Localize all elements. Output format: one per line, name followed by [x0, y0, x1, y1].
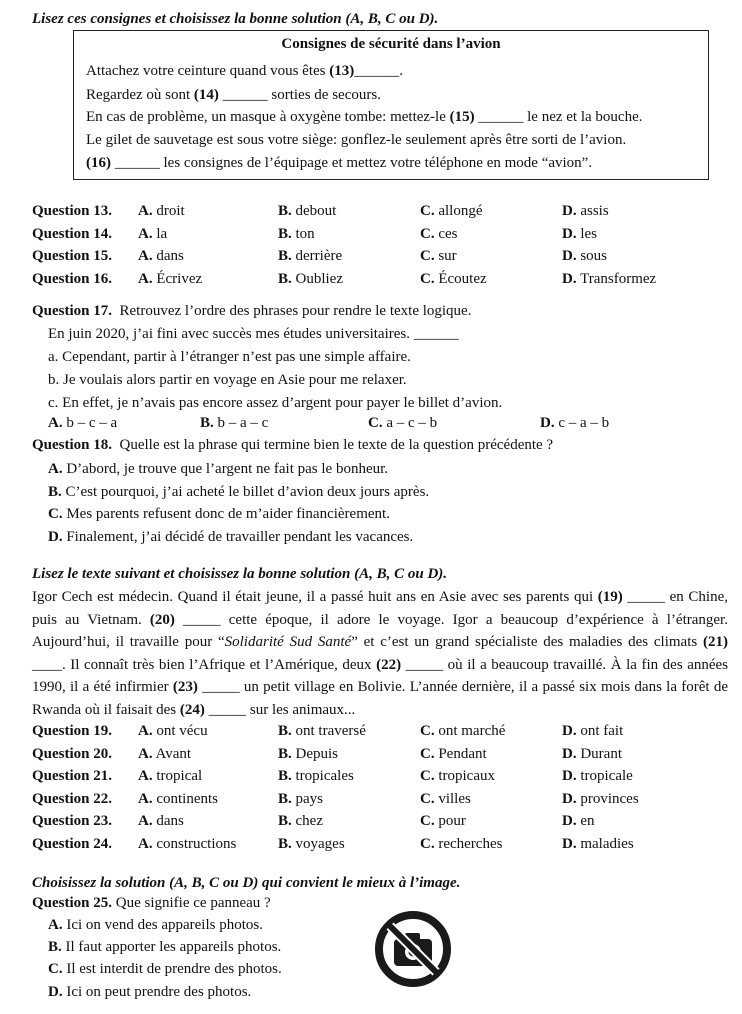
option-letter: B. — [48, 939, 62, 955]
question-label: Question 22. — [32, 790, 113, 807]
option-text: ont marché — [438, 723, 506, 739]
option-letter: B. — [278, 835, 292, 852]
option-d[interactable] — [562, 810, 595, 832]
section1-instruction: Lisez ces consignes et choisissez la bonne solution (A, B, C ou D). — [32, 11, 439, 27]
option-letter: A. — [138, 835, 153, 852]
section3-instruction: Choisissez la solution (A, B, C ou D) qui convient le mieux à l’image. — [32, 875, 461, 891]
question-label: Question 23. — [32, 813, 113, 829]
question-label: Question 20. — [32, 745, 113, 762]
option-d[interactable] — [562, 833, 634, 855]
option-d[interactable] — [562, 223, 597, 245]
option-b[interactable] — [278, 765, 354, 787]
q17-sentence-b: b. Je voulais alors partir en voyage en Asie pour me relaxer. — [48, 372, 407, 388]
blank-number: (13) — [329, 63, 355, 79]
option-text: villes — [438, 790, 471, 807]
option-letter: C. — [420, 813, 435, 829]
instruction-line-13 — [86, 60, 403, 82]
question-label: Question 25. — [32, 895, 113, 911]
question-25 — [32, 892, 271, 914]
option-letter: D. — [562, 745, 577, 762]
option-letter: D. — [562, 248, 577, 264]
option-text: maladies — [580, 835, 634, 852]
option-text: Avant — [155, 745, 192, 762]
option-a[interactable] — [138, 223, 167, 245]
question-label: Question 18. — [32, 437, 113, 453]
option-letter: D. — [48, 529, 63, 545]
option-text: sous — [580, 248, 608, 264]
option-c[interactable] — [420, 720, 505, 742]
option-text: b – a – c — [217, 415, 269, 431]
q17-option-c[interactable] — [368, 412, 437, 434]
option-text: Ici on peut prendre des photos. — [66, 984, 252, 1000]
option-b[interactable] — [278, 245, 342, 267]
q18-option-b[interactable] — [48, 481, 429, 503]
option-a[interactable] — [138, 245, 184, 267]
option-letter: C. — [420, 768, 435, 784]
option-letter: B. — [278, 248, 292, 264]
question-label: Question 24. — [32, 835, 113, 852]
option-text: chez — [295, 813, 323, 829]
option-text: Ici on vend des appareils photos. — [66, 917, 263, 933]
option-letter: A. — [138, 723, 153, 739]
option-letter: D. — [562, 203, 577, 219]
option-text: debout — [295, 203, 337, 219]
option-a[interactable] — [138, 200, 185, 222]
line-text: ______ les consignes de l’équipage et mettez votre téléphone en mode “avion”. — [111, 155, 593, 171]
option-d[interactable] — [562, 245, 607, 267]
question-label: Question 19. — [32, 723, 113, 739]
q25-option-c[interactable] — [48, 958, 282, 980]
option-b[interactable] — [278, 720, 366, 742]
passage-text: _____ cette époque, il adore le voyage. Igor a beaucoup d’expérience à l’étranger. Aujourd’hui, il travaille pour “ — [32, 611, 728, 651]
option-text: les — [580, 225, 598, 242]
line-text: ______ le nez et la bouche. — [474, 109, 643, 125]
option-letter: C. — [420, 745, 435, 762]
option-a[interactable] — [138, 765, 202, 787]
blank-number: (16) — [86, 155, 111, 171]
option-text: Depuis — [295, 745, 339, 762]
blank-number: (21) — [702, 634, 728, 651]
option-text: en — [580, 813, 595, 829]
line-text: ______. — [354, 63, 403, 79]
option-letter: C. — [420, 270, 435, 287]
option-letter: C. — [420, 225, 435, 242]
option-b[interactable] — [278, 223, 315, 245]
option-letter: A. — [138, 768, 153, 784]
line-text: Le gilet de sauvetage est sous votre siège: gonflez-le seulement après être sorti de l’avion. — [86, 132, 627, 148]
option-a[interactable] — [138, 833, 236, 855]
option-d[interactable] — [562, 720, 623, 742]
option-c[interactable] — [420, 743, 487, 765]
q17-option-a[interactable] — [48, 412, 117, 434]
option-a[interactable] — [138, 743, 191, 765]
option-letter: B. — [278, 225, 292, 242]
question-label: Question 13. — [32, 203, 113, 219]
option-a[interactable] — [138, 720, 208, 742]
option-letter: D. — [562, 768, 577, 784]
option-text: Il faut apporter les appareils photos. — [65, 939, 282, 955]
q17-intro: En juin 2020, j’ai fini avec succès mes études universitaires. ______ — [48, 326, 459, 342]
question-text: Que signifie ce panneau ? — [115, 895, 271, 911]
option-letter: C. — [48, 961, 63, 977]
q25-option-d[interactable] — [48, 981, 251, 1003]
option-letter: D. — [540, 415, 555, 431]
option-text: pays — [295, 790, 324, 807]
q25-option-a[interactable] — [48, 914, 263, 936]
option-letter: B. — [278, 745, 292, 762]
passage-text: _____ un petit village en Bolivie. L’année dernière, il a passé six mois dans la forêt de Rwanda où il faisait des — [32, 679, 729, 718]
blank-number: (23) — [172, 679, 198, 696]
option-text: provinces — [580, 790, 639, 807]
option-c[interactable] — [420, 223, 458, 245]
option-b[interactable] — [278, 788, 323, 810]
option-text: tropical — [156, 768, 203, 784]
option-text: Transformez — [580, 270, 657, 287]
option-text: Écrivez — [156, 270, 203, 287]
option-c[interactable] — [420, 810, 466, 832]
option-c[interactable] — [420, 245, 457, 267]
option-text: Il est interdit de prendre des photos. — [66, 961, 282, 977]
option-letter: A. — [138, 248, 153, 264]
question-label: Question 14. — [32, 225, 113, 242]
option-text: D’abord, je trouve que l’argent ne fait pas le bonheur. — [66, 461, 389, 477]
option-text: recherches — [438, 835, 503, 852]
option-text: Écoutez — [438, 270, 487, 287]
option-text: ton — [295, 225, 315, 242]
question-label: Question 15. — [32, 248, 113, 264]
option-text: a – c – b — [386, 415, 438, 431]
option-letter: B. — [278, 270, 292, 287]
question-text: Quelle est la phrase qui termine bien le texte de la question précédente ? — [119, 437, 554, 453]
question-text: Retrouvez l’ordre des phrases pour rendre le texte logique. — [119, 303, 472, 319]
question-label: Question 17. — [32, 303, 113, 319]
passage-text: Igor Cech est médecin. Quand il était jeune, il a passé huit ans en Asie avec ses parents qui — [32, 589, 598, 605]
organization-name: Solidarité Sud Santé — [224, 634, 352, 651]
option-letter: B. — [200, 415, 214, 431]
option-d[interactable] — [562, 788, 639, 810]
passage-text: _____ en Chine, puis au Vietnam. — [32, 589, 728, 628]
option-letter: D. — [562, 225, 577, 242]
option-letter: A. — [48, 415, 63, 431]
option-letter: C. — [420, 835, 435, 852]
q17-option-b[interactable] — [200, 412, 268, 434]
option-text: tropicales — [295, 768, 354, 784]
question-18 — [32, 434, 553, 456]
option-text: assis — [580, 203, 609, 219]
option-b[interactable] — [278, 268, 343, 290]
reading-passage — [32, 586, 728, 722]
option-letter: D. — [562, 790, 577, 807]
option-text: tropicale — [580, 768, 633, 784]
option-text: allongé — [438, 203, 483, 219]
option-letter: B. — [278, 790, 292, 807]
option-text: ont fait — [580, 723, 624, 739]
option-b[interactable] — [278, 743, 338, 765]
option-text: Durant — [580, 745, 622, 762]
line-text: ______ sorties de secours. — [218, 87, 381, 103]
q17-option-d[interactable] — [540, 412, 609, 434]
option-d[interactable] — [562, 200, 609, 222]
option-text: la — [156, 225, 168, 242]
option-d[interactable] — [562, 268, 656, 290]
passage-text: _____ sur les animaux... — [204, 701, 356, 718]
instruction-line-15 — [86, 106, 642, 128]
option-text: voyages — [295, 835, 345, 852]
option-letter: B. — [48, 484, 62, 500]
section2-instruction: Lisez le texte suivant et choisissez la bonne solution (A, B, C ou D). — [32, 566, 448, 582]
option-a[interactable] — [138, 788, 218, 810]
option-c[interactable] — [420, 765, 495, 787]
option-letter: B. — [278, 723, 292, 739]
blank-number: (24) — [179, 701, 205, 718]
option-text: derrière — [295, 248, 343, 264]
option-letter: A. — [138, 813, 153, 829]
option-c[interactable] — [420, 200, 483, 222]
option-letter: A. — [138, 270, 153, 287]
no-camera-sign — [374, 910, 452, 988]
option-letter: B. — [278, 768, 292, 784]
option-text: Oubliez — [295, 270, 343, 287]
option-text: ont traversé — [295, 723, 366, 739]
option-text: ces — [438, 225, 458, 242]
option-letter: A. — [48, 461, 63, 477]
blank-number: (14) — [193, 87, 219, 103]
line-text: Attachez votre ceinture quand vous êtes — [86, 63, 330, 79]
passage-text: _____ où il a beaucoup travaillé. À la fin des années 1990, il a été infirmier — [32, 656, 729, 696]
safety-instructions-box — [73, 30, 709, 180]
box-title: Consignes de sécurité dans l’avion — [281, 36, 501, 52]
option-b[interactable] — [278, 810, 323, 832]
option-letter: A. — [138, 225, 153, 242]
option-letter: B. — [278, 813, 292, 829]
option-text: continents — [156, 790, 218, 807]
option-letter: C. — [48, 506, 63, 522]
option-text: Mes parents refusent donc de m’aider financièrement. — [66, 506, 390, 522]
option-a[interactable] — [138, 810, 184, 832]
instruction-line-lifejacket — [86, 129, 626, 151]
option-text: droit — [156, 203, 185, 219]
option-letter: C. — [420, 723, 435, 739]
option-letter: C. — [368, 415, 383, 431]
q18-option-d[interactable] — [48, 526, 413, 548]
passage-text: ” et c’est un grand spécialiste des maladies des climats — [351, 634, 703, 651]
option-b[interactable] — [278, 833, 345, 855]
option-text: C’est pourquoi, j’ai acheté le billet d’avion deux jours après. — [65, 484, 430, 500]
option-letter: A. — [138, 745, 153, 762]
blank-number: (22) — [376, 656, 402, 673]
option-text: dans — [156, 248, 184, 264]
q25-option-b[interactable] — [48, 936, 281, 958]
blank-number: (19) — [597, 589, 623, 605]
option-letter: B. — [278, 203, 292, 219]
option-text: dans — [156, 813, 184, 829]
option-d[interactable] — [562, 765, 633, 787]
option-text: constructions — [156, 835, 237, 852]
option-c[interactable] — [420, 268, 487, 290]
blank-number: (15) — [449, 109, 475, 125]
question-label: Question 16. — [32, 270, 113, 287]
instruction-line-16 — [86, 152, 592, 174]
option-b[interactable] — [278, 200, 336, 222]
option-c[interactable] — [420, 833, 502, 855]
instruction-line-14 — [86, 84, 381, 106]
q18-option-c[interactable] — [48, 503, 390, 525]
option-text: b – c – a — [66, 415, 118, 431]
option-text: Finalement, j’ai décidé de travailler pendant les vacances. — [66, 529, 414, 545]
option-letter: D. — [48, 984, 63, 1000]
option-d[interactable] — [562, 743, 622, 765]
option-letter: D. — [562, 813, 577, 829]
line-text: Regardez où sont — [86, 87, 194, 103]
option-text: sur — [438, 248, 457, 264]
option-text: Pendant — [438, 745, 487, 762]
no-camera-icon — [374, 910, 452, 995]
option-letter: C. — [420, 790, 435, 807]
q17-sentence-a: a. Cependant, partir à l’étranger n’est pas une simple affaire. — [48, 349, 411, 365]
option-text: c – a – b — [558, 415, 610, 431]
question-label: Question 21. — [32, 768, 113, 784]
blank-number: (20) — [149, 611, 175, 628]
option-text: ont vécu — [156, 723, 208, 739]
q18-option-a[interactable] — [48, 458, 388, 480]
option-letter: D. — [562, 723, 577, 739]
option-letter: A. — [48, 917, 63, 933]
option-a[interactable] — [138, 268, 202, 290]
line-text: En cas de problème, un masque à oxygène tombe: mettez-le — [86, 109, 450, 125]
option-text: pour — [438, 813, 466, 829]
option-letter: D. — [562, 270, 577, 287]
option-letter: C. — [420, 248, 435, 264]
passage-text: ____. Il connaît très bien l’Afrique et l’Amérique, deux — [32, 656, 377, 673]
option-text: tropicaux — [438, 768, 495, 784]
option-letter: D. — [562, 835, 577, 852]
option-letter: A. — [138, 203, 153, 219]
q17-sentence-c: c. En effet, je n’avais pas encore assez d’argent pour payer le billet d’avion. — [48, 395, 503, 411]
option-letter: A. — [138, 790, 153, 807]
option-letter: C. — [420, 203, 435, 219]
question-17 — [32, 300, 471, 322]
option-c[interactable] — [420, 788, 471, 810]
